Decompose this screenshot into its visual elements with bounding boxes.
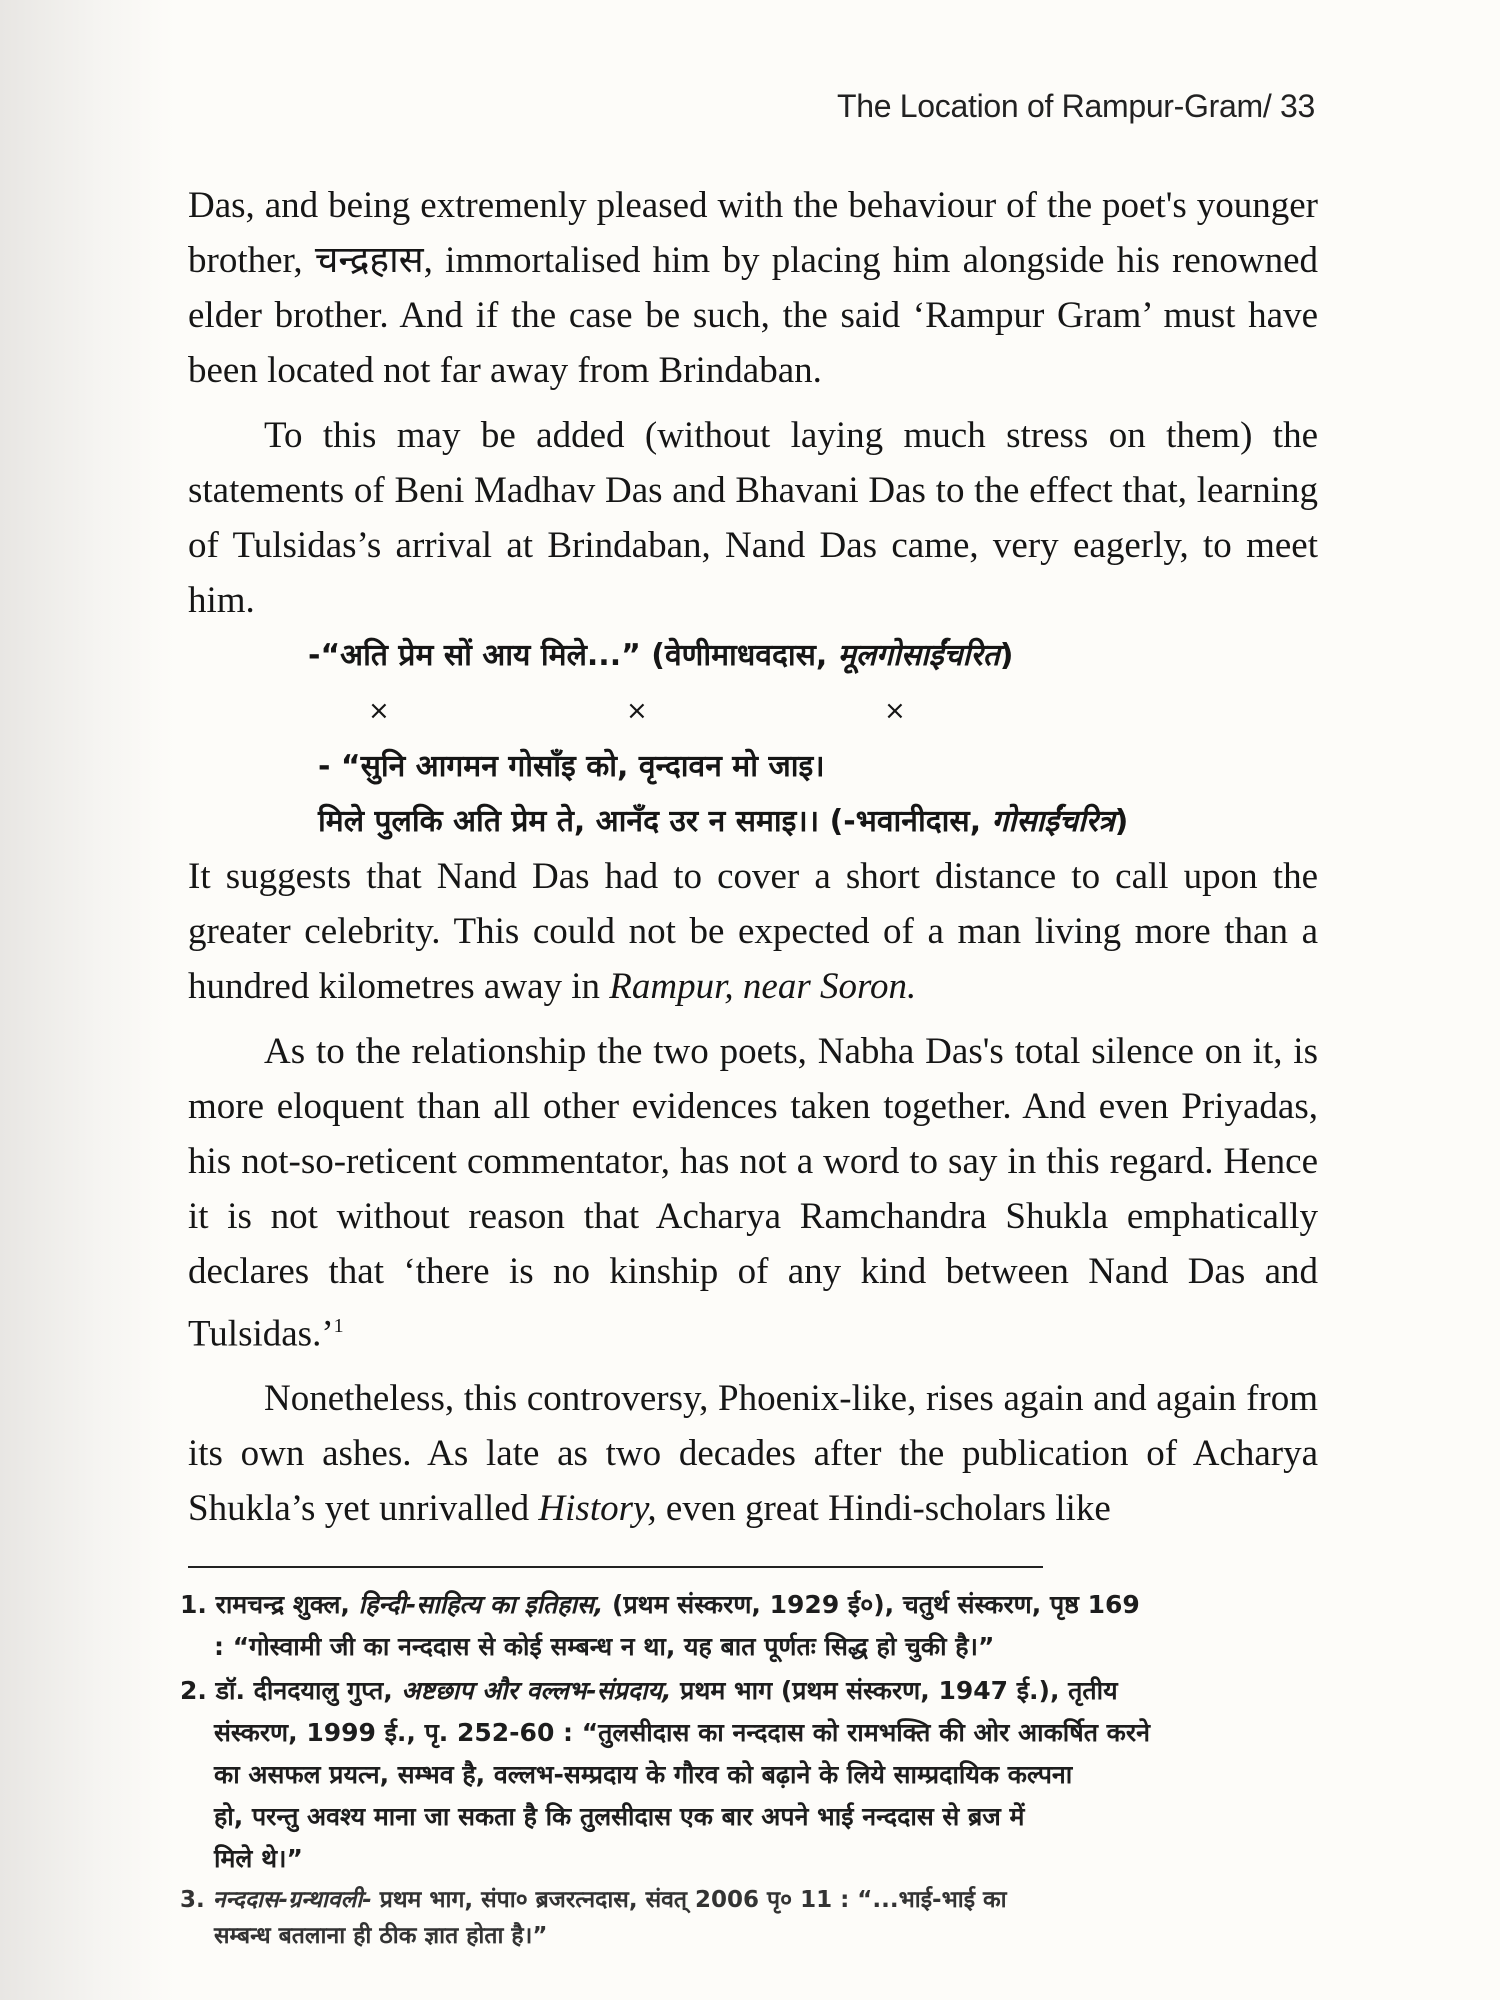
footnote-1 [180, 1584, 1320, 1668]
fn1-title: हिन्दी-साहित्य का इतिहास, [358, 1590, 604, 1619]
quote-2-text: मिले पुलकि अति प्रेम ते, आनँद उर न समाइ।। (-भवानीदास, [318, 804, 992, 839]
footnote-2 [180, 1670, 1320, 1880]
footnote-2-line-3: का असफल प्रयत्न, सम्भव है, वल्लभ-सम्प्रदाय के गौरव को बढ़ाने के लिये साम्प्रदायिक कल्पना [214, 1760, 1073, 1789]
main-text [188, 178, 1318, 1536]
paragraph-5 [188, 1371, 1318, 1536]
quote-2-source-title: गोसाईंचरित्र [991, 804, 1115, 839]
footnote-1-line-1 [180, 1584, 1320, 1626]
paragraph-4 [188, 1024, 1318, 1361]
paragraph-3-italic: Rampur, near Soron. [609, 966, 917, 1007]
separator-mark: × [626, 695, 648, 726]
quote-1-text: -“अति प्रेम सों आय मिले...” (वेणीमाधवदास, [308, 638, 838, 673]
page-gutter-shadow [0, 0, 175, 2000]
separator-mark: × [884, 695, 906, 726]
separator-mark: × [368, 695, 390, 726]
running-header: The Location of Rampur-Gram/ 33 [836, 88, 1315, 124]
paragraph-2: To this may be added (without laying much stress on them) the statements of Beni Madhav Das and Bhavani Das to the effect that, learning of Tulsidas’s arrival at Brindaban, Nand Das came, very eagerly, to meet him. [188, 415, 1318, 621]
footnote-3-line-2: सम्बन्ध बतलाना ही ठीक ज्ञात होता है।” [214, 1923, 548, 1949]
footnote-1-line-2: : “गोस्वामी जी का नन्ददास से कोई सम्बन्ध न था, यह बात पूर्णतः सिद्ध हो चुकी है।” [214, 1632, 995, 1661]
fn2-edition: प्रथम भाग (प्रथम संस्करण, 1947 ई.), तृतीय [671, 1676, 1118, 1705]
footnotes [180, 1584, 1320, 1956]
footnote-ref-1: 1 [333, 1315, 344, 1337]
paragraph-3-text: It suggests that Nand Das had to cover a short distance to call upon the greater celebrity. This could not be expected of a man living more than a hundred kilometres away in [188, 856, 1318, 1007]
fn1-author: 1. रामचन्द्र शुक्ल, [180, 1590, 359, 1619]
fn2-title: अष्टछाप और वल्लभ-संप्रदाय, [401, 1676, 672, 1705]
fn3-title: नन्ददास-ग्रन्थावली- [212, 1887, 372, 1913]
footnote-2-line-5: मिले थे।” [214, 1844, 303, 1873]
fn3-details: प्रथम भाग, संपा० ब्रजरत्नदास, संवत् 2006 पृ० 11 : “...भाई-भाई का [371, 1887, 1007, 1913]
paragraph-5-end: even great Hindi-scholars like [656, 1488, 1111, 1530]
section-separator [188, 683, 1318, 739]
quote-1-source-title: मूलगोसाईंचरित [837, 638, 1000, 673]
footnote-3-line-1 [180, 1882, 1320, 1918]
paragraph-5-text: Nonetheless, this controversy, Phoenix-like, rises again and again from its own ashes. As late as two decades after the publication of Acharya Shukla’s yet unrivalled [188, 1378, 1318, 1530]
footnote-2-line-1 [180, 1670, 1320, 1712]
footnote-2-line-2: संस्करण, 1999 ई., पृ. 252-60 : “तुलसीदास का नन्ददास को रामभक्ति की ओर आकर्षित करने [214, 1718, 1150, 1747]
quote-1-close: ) [999, 638, 1014, 673]
paragraph-5-italic: History, [538, 1488, 657, 1530]
footnote-2-line-4: हो, परन्तु अवश्य माना जा सकता है कि तुलसीदास एक बार अपने भाई नन्ददास से ब्रज में [214, 1802, 1025, 1831]
fn2-author: 2. डॉ. दीनदयालु गुप्त, [180, 1676, 402, 1705]
quote-2-close: ) [1114, 804, 1129, 839]
footnote-3 [180, 1882, 1320, 1954]
quote-bhavanidas-line-1: - “सुनि आगमन गोसाँइ को, वृन्दावन मो जाइ। [318, 749, 825, 784]
paragraph-3 [188, 849, 1318, 1014]
paragraph-1: Das, and being extremenly pleased with the behaviour of the poet's younger brother, चन्द्रहास, immortalised him by placing him alongside his renowned elder brother. And if the case be such, the said ‘Rampur Gram’ must have been located not far away from Brindaban. [188, 185, 1318, 391]
fn1-edition: (प्रथम संस्करण, 1929 ई०), चतुर्थ संस्करण, पृष्ठ 169 [603, 1590, 1140, 1619]
fn3-number: 3. [180, 1887, 213, 1913]
paragraph-4-text: As to the relationship the two poets, Nabha Das's total silence on it, is more eloquent than all other evidences taken together. And even Priyadas, his not-so-reticent commentator, has not a word to say in this regard. Hence it is not without reason that Acharya Ramchandra Shukla emphatically declares that ‘there is no kinship of any kind between Nand Das and Tulsidas.’ [188, 1031, 1318, 1355]
quote-bhavanidas-line-2 [188, 794, 1318, 849]
quote-venimadhavdas [188, 628, 1318, 683]
footnote-divider [188, 1566, 1043, 1568]
